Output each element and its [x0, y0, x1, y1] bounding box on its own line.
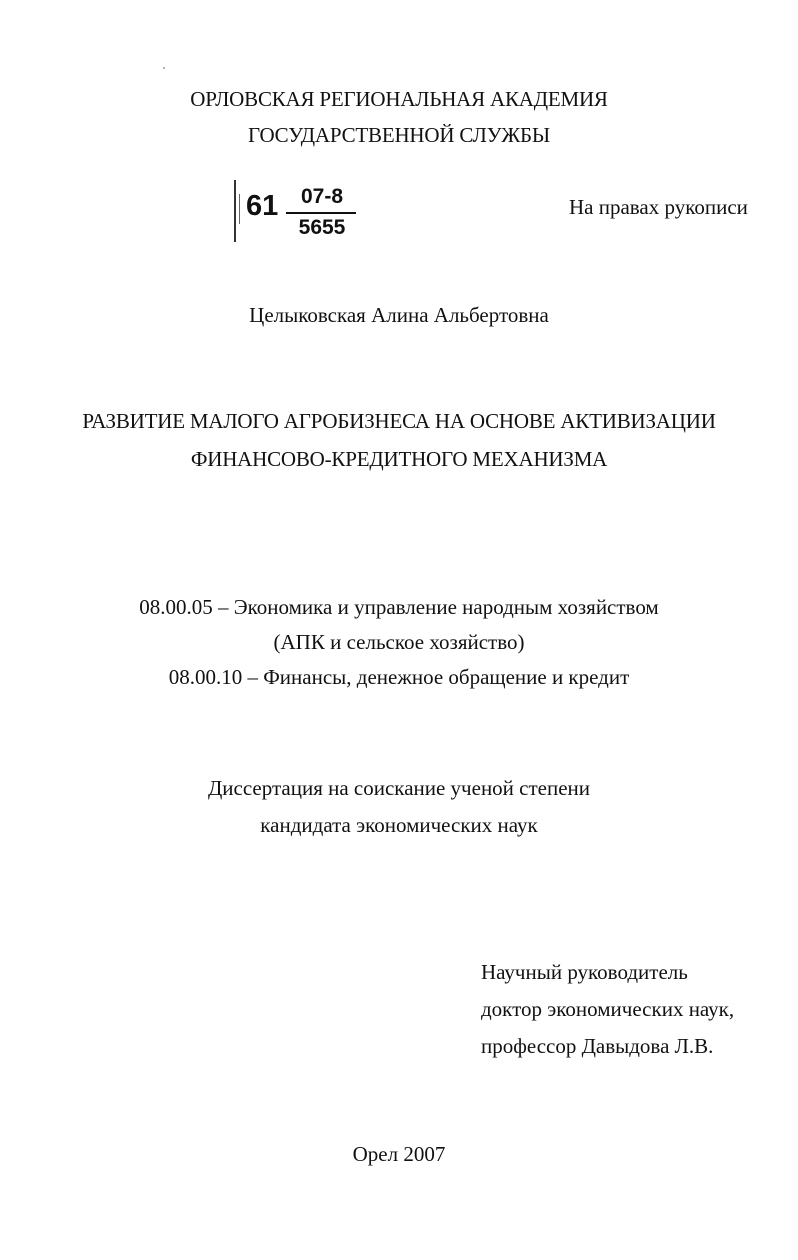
supervisor-degree: доктор экономических наук, [481, 997, 735, 1021]
library-code-numerator: 07-8 [300, 185, 344, 208]
institution-line-1: ОРЛОВСКАЯ РЕГИОНАЛЬНАЯ АКАДЕМИЯ [190, 87, 608, 111]
institution-line-2: ГОСУДАРСТВЕННОЙ СЛУЖБЫ [248, 123, 550, 147]
thesis-title-line-1: РАЗВИТИЕ МАЛОГО АГРОБИЗНЕСА НА ОСНОВЕ АКТИВИЗАЦИИ [82, 409, 716, 433]
city-year: Орел 2007 [352, 1142, 446, 1166]
specialty-line-3: 08.00.10 – Финансы, денежное обращение и кредит [168, 665, 630, 689]
supervisor-role: Научный руководитель [481, 960, 688, 984]
library-code-stamp [232, 176, 362, 246]
degree-line-2: кандидата экономических наук [260, 813, 538, 837]
supervisor-name: профессор Давыдова Л.В. [481, 1034, 714, 1058]
manuscript-note: На правах рукописи [569, 195, 748, 219]
specialty-line-1: 08.00.05 – Экономика и управление народным хозяйством [139, 595, 659, 619]
stamp-bar-thin [239, 194, 240, 224]
thesis-title-line-2: ФИНАНСОВО-КРЕДИТНОГО МЕХАНИЗМА [190, 447, 608, 471]
author-name: Целыковская Алина Альбертовна [249, 303, 549, 327]
library-code-prefix: 61 [246, 190, 279, 222]
specialty-line-2: (АПК и сельское хозяйство) [273, 630, 525, 654]
stamp-bar [234, 180, 236, 242]
fraction-rule [286, 212, 356, 214]
scan-speck [163, 67, 165, 69]
degree-line-1: Диссертация на соискание ученой степени [207, 776, 591, 800]
library-code-denominator: 5655 [298, 216, 346, 239]
